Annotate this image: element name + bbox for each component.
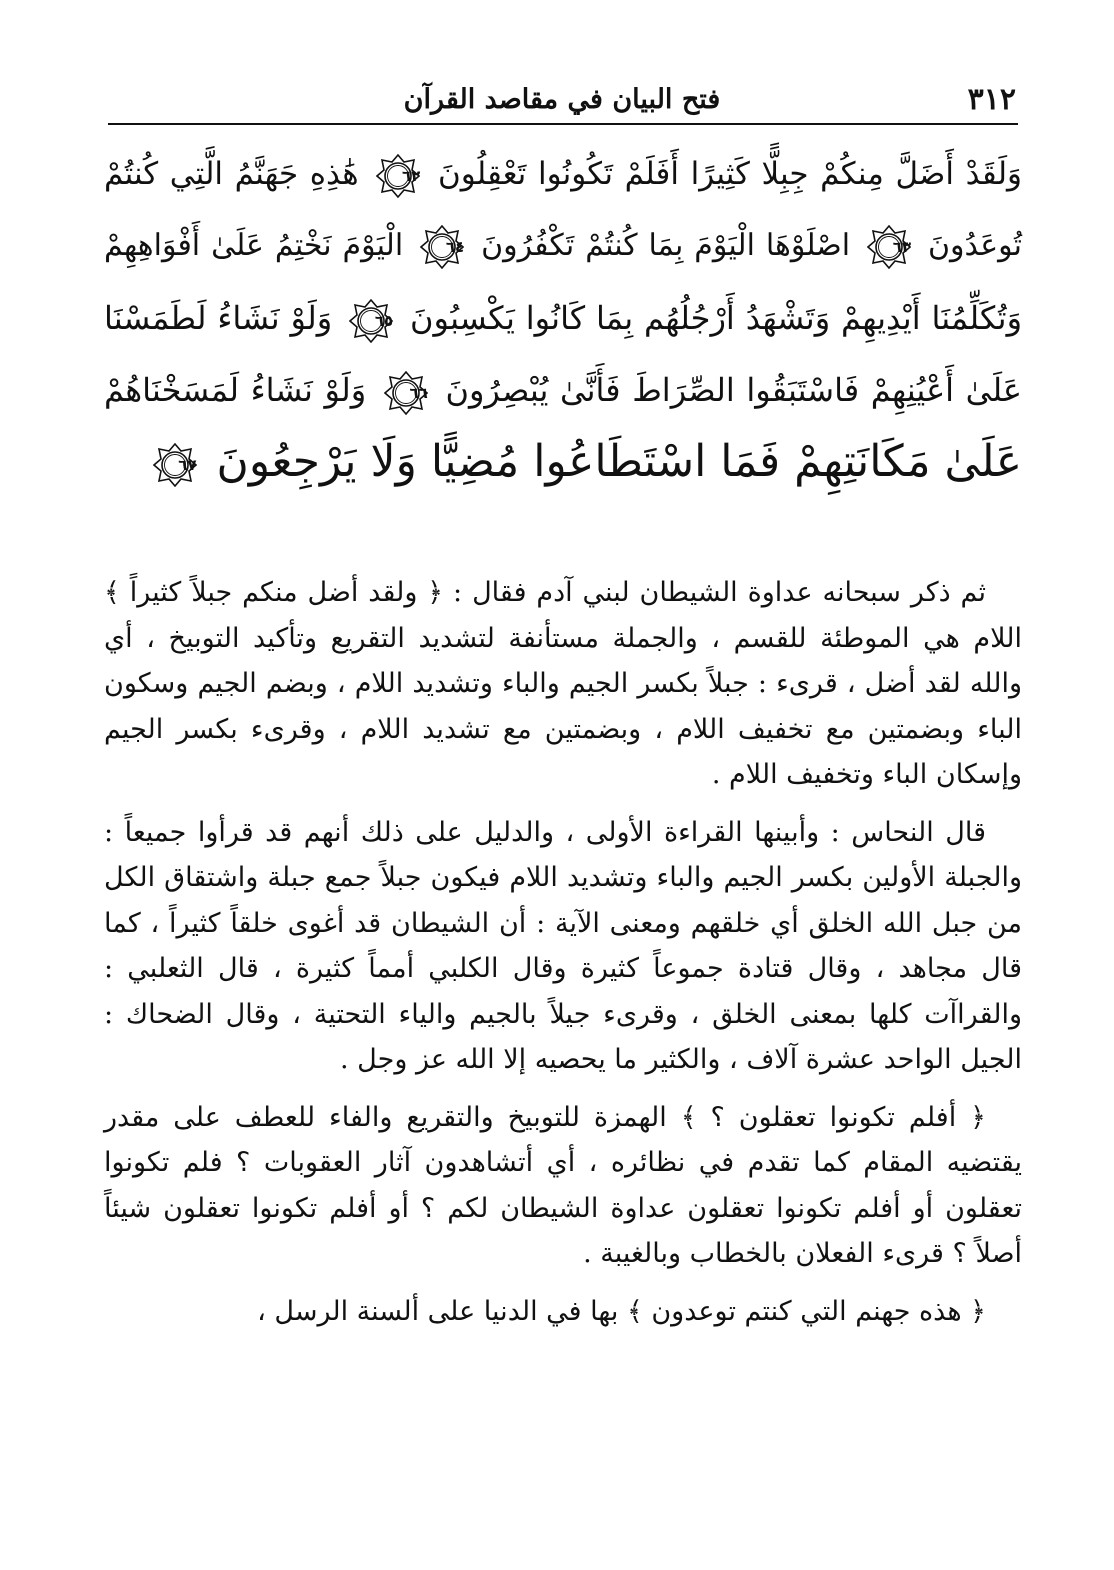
ayah-number: ٦٣ <box>892 238 912 256</box>
commentary-paragraph: ثم ذكر سبحانه عداوة الشيطان لبني آدم فقال : ﴿ ولقد أضل منكم جبلاً كثيراً ﴾ اللام هي الموطئة للقسم ، والجملة مستأنفة لتشديد التقريع وتأكيد التوبيخ ، أي والله لقد أضل ، قرىء : جبلاً بكسر الجيم والباء وتشديد اللام ، وبضم الجيم وسكون الباء وبضمتين مع تخفيف اللام ، وبضمتين مع تشديد اللام ، وقرىء بكسر الجيم وإسكان الباء وتخفيف اللام . <box>104 577 1023 790</box>
ayah-number-marker-icon <box>153 443 197 487</box>
ayah-number-marker-icon <box>384 371 428 415</box>
header-rule <box>108 123 1018 125</box>
verse-text: تُوعَدُونَ <box>928 228 1023 263</box>
book-title: فتح البيان في مقاصد القرآن <box>403 84 721 115</box>
page-number: ٣١٢ <box>967 82 1016 117</box>
verse-text: الْيَوْمَ نَخْتِمُ عَلَىٰ أَفْوَاهِهِمْ <box>104 228 404 263</box>
commentary-paragraph: ﴿ هذه جهنم التي كنتم توعدون ﴾ بها في الدنيا على ألسنة الرسل ، <box>257 1295 986 1327</box>
ayah-number-marker-icon <box>867 225 911 269</box>
ayah-number: ٦٧ <box>178 455 197 474</box>
verse-line <box>104 282 1022 354</box>
ayah-number-marker-icon <box>376 154 420 198</box>
ayah-number: ٦٢ <box>402 166 421 185</box>
verse-text: وَلَوْ نَشَاءُ لَطَمَسْنَا <box>104 299 333 337</box>
ayah-number: ٦٤ <box>445 238 465 256</box>
tafsir-commentary <box>104 570 1022 1334</box>
verse-text: اصْلَوْهَا الْيَوْمَ بِمَا كُنتُمْ تَكْفُرُونَ <box>481 228 851 263</box>
verse-text: وَتُكَلِّمُنَا أَيْدِيهِمْ وَتَشْهَدُ أَرْجُلُهُم بِمَا كَانُوا يَكْسِبُونَ <box>410 299 1023 337</box>
ayah-number-marker-icon <box>349 299 393 343</box>
verse-line <box>104 138 1022 210</box>
verse-text: عَلَىٰ مَكَانَتِهِمْ فَمَا اسْتَطَاعُوا مُضِيًّا وَلَا يَرْجِعُونَ <box>216 436 1022 487</box>
verse-line <box>104 426 1022 498</box>
commentary-paragraph: قال النحاس : وأبينها القراءة الأولى ، والدليل على ذلك أنهم قد قرأوا جميعاً : والجبلة الأولين بكسر الجيم والباء وتشديد اللام فيكون جبلاً جمع جبلة واشتقاق الكل من جبل الله الخلق أي خلقهم ومعنى الآية : أن الشيطان قد أغوى خلقاً كثيراً ، كما قال مجاهد ، وقال قتادة جموعاً كثيرة وقال الكلبي أمماً كثيرة ، قال الثعلبي : والقراآت كلها بمعنى الخلق ، وقرىء جيلاً بالجيم والياء التحتية ، وقال الضحاك : الجيل الواحد عشرة آلاف ، والكثير ما يحصيه إلا الله عز وجل . <box>104 816 1022 1075</box>
verse-line <box>104 354 1022 426</box>
verse-text: وَلَقَدْ أَضَلَّ مِنكُمْ جِبِلًّا كَثِيرًا أَفَلَمْ تَكُونُوا تَعْقِلُونَ <box>438 156 1022 192</box>
ayah-number: ٦٦ <box>409 383 428 402</box>
ayah-number: ٦٥ <box>374 311 394 330</box>
running-header <box>108 78 1016 126</box>
verse-line <box>104 210 1022 282</box>
ayah-number-marker-icon <box>420 225 464 269</box>
verse-text: عَلَىٰ أَعْيُنِهِمْ فَاسْتَبَقُوا الصِّرَاطَ فَأَنَّىٰ يُبْصِرُونَ <box>445 371 1023 409</box>
quran-verse-block <box>104 138 1022 498</box>
verse-text: هَٰذِهِ جَهَنَّمُ الَّتِي كُنتُمْ <box>104 156 359 192</box>
verse-text: وَلَوْ نَشَاءُ لَمَسَخْنَاهُمْ <box>104 371 367 409</box>
commentary-paragraph: ﴿ أفلم تكونوا تعقلون ؟ ﴾ الهمزة للتوبيخ والتقريع والفاء للعطف على مقدر يقتضيه المقام كما تقدم في نظائره ، أي أتشاهدون آثار العقوبات ؟ فلم تكونوا تعقلون أو أفلم تكونوا تعقلون عداوة الشيطان لكم ؟ أو أفلم تكونوا تعقلون شيئاً أصلاً ؟ قرىء الفعلان بالخطاب وبالغيبة . <box>104 1101 1023 1269</box>
